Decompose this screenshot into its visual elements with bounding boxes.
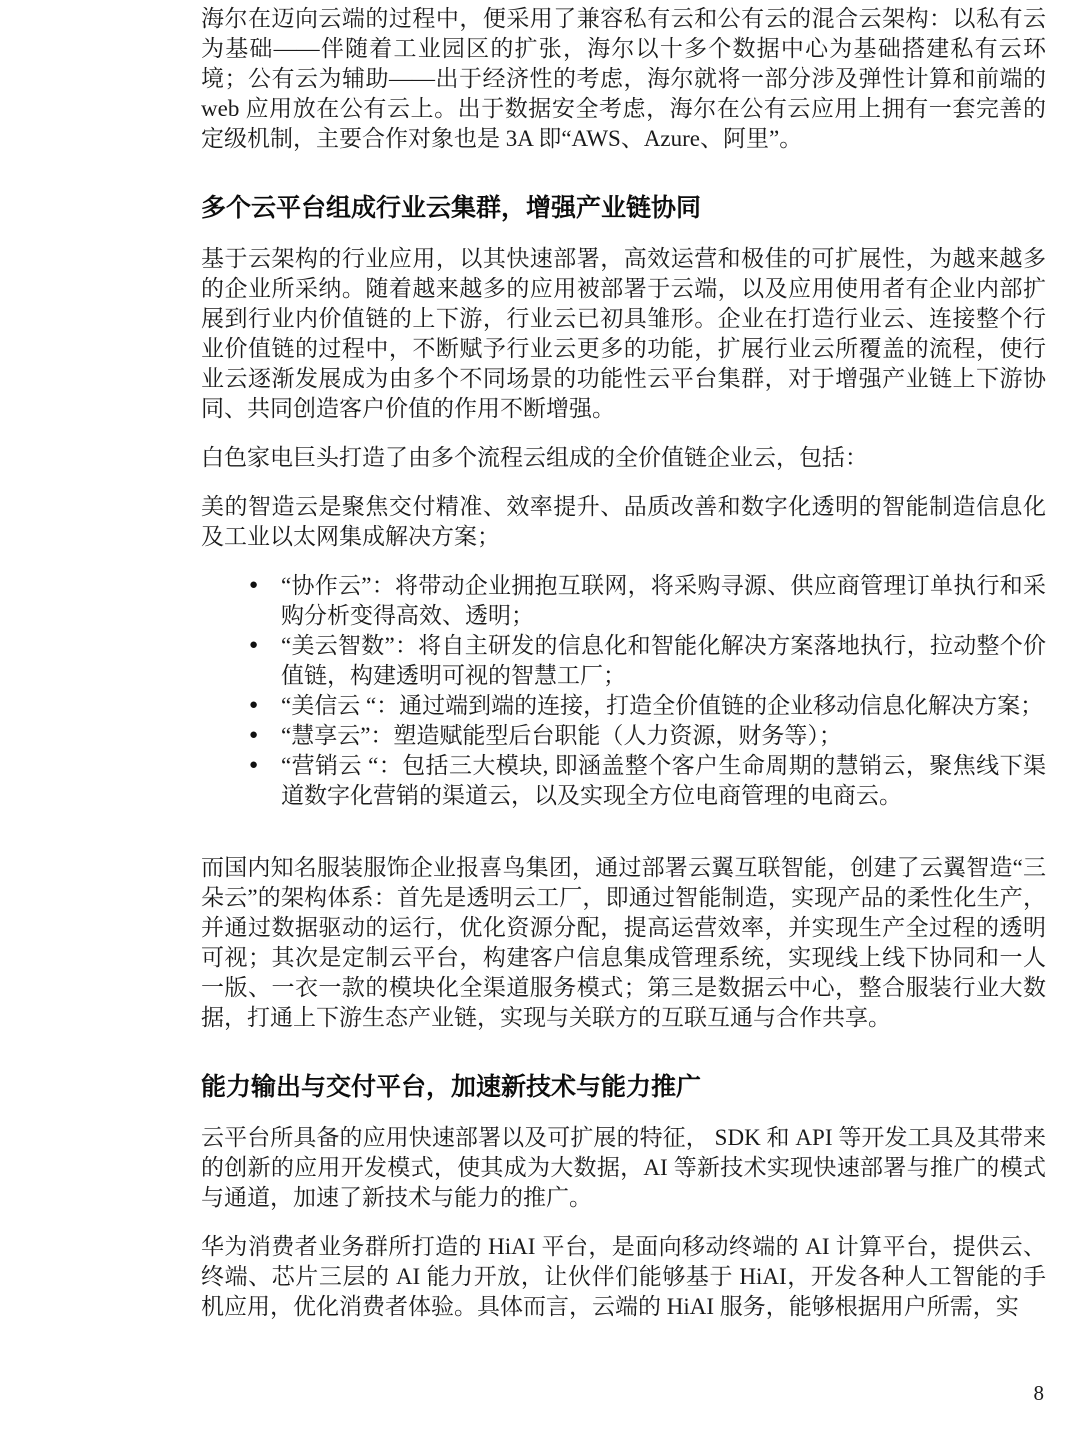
list-item (201, 571, 1046, 631)
section-heading-industry-cloud: 多个云平台组成行业云集群，增强产业链协同 (201, 194, 702, 222)
bullet-icon: ● (249, 727, 259, 743)
page-number: 8 (1033, 1381, 1044, 1405)
list-item (201, 631, 1046, 691)
cloud-bullet-list (201, 571, 1046, 811)
bullet-icon: ● (249, 697, 259, 713)
list-item (201, 691, 1046, 721)
list-item (201, 751, 1046, 811)
section-industry-cloud (201, 192, 1046, 1033)
industry-cloud-paragraph-2: 白色家电巨头打造了由多个流程云组成的全价值链企业云，包括： (201, 445, 868, 470)
bullet-icon: ● (249, 757, 259, 773)
list-item-text: “美信云 “：通过端到端的连接，打造全价值链的企业移动信息化解决方案； (281, 693, 1044, 718)
capability-paragraph-1: 云平台所具备的应用快速部署以及可扩展的特征， SDK 和 API 等开发工具及其带来的创新的应用开发模式，使其成为大数据，AI 等新技术实现快速部署与推广的模式与通道，加速了新技术与能力的推广。 (201, 1125, 1046, 1210)
section-capability-platform (201, 1071, 1046, 1322)
list-item-text: “营销云 “：包括三大模块, 即涵盖整个客户生命周期的慧销云，聚焦线下渠道数字化营销的渠道云，以及实现全方位电商管理的电商云。 (281, 753, 1046, 808)
industry-cloud-paragraph-4: 而国内知名服装服饰企业报喜鸟集团，通过部署云翼互联智能，创建了云翼智造“三朵云”的架构体系：首先是透明云工厂，即通过智能制造，实现产品的柔性化生产，并通过数据驱动的运行，优化资源分配，提高运营效率，并实现生产全过程的透明可视；其次是定制云平台，构建客户信息集成管理系统，实现线上线下协同和一人一版、一衣一款的模块化全渠道服务模式；第三是数据云中心，整合服装行业大数据，打通上下游生态产业链，实现与关联方的互联互通与合作共享。 (201, 855, 1046, 1030)
list-item-text: “协作云”：将带动企业拥抱互联网，将采购寻源、供应商管理订单执行和采购分析变得高效、透明； (281, 573, 1046, 628)
bullet-icon: ● (249, 637, 259, 653)
industry-cloud-paragraph-1: 基于云架构的行业应用，以其快速部署，高效运营和极佳的可扩展性，为越来越多的企业所采纳。随着越来越多的应用被部署于云端，以及应用使用者有企业内部扩展到行业内价值链的上下游，行业云已初具雏形。企业在打造行业云、连接整个行业价值链的过程中，不断赋予行业云更多的功能，扩展行业云所覆盖的流程，使行业云逐渐发展成为由多个不同场景的功能性云平台集群，对于增强产业链上下游协同、共同创造客户价值的作用不断增强。 (201, 246, 1046, 421)
list-item (201, 721, 1046, 751)
intro-paragraph: 海尔在迈向云端的过程中，便采用了兼容私有云和公有云的混合云架构：以私有云为基础——伴随着工业园区的扩张，海尔以十多个数据中心为基础搭建私有云环境；公有云为辅助——出于经济性的考虑，海尔就将一部分涉及弹性计算和前端的web 应用放在公有云上。出于数据安全考虑，海尔在公有云应用上拥有一套完善的定级机制，主要合作对象也是 3A 即“AWS、Azure、阿里”。 (201, 6, 1046, 151)
section-heading-capability-platform: 能力输出与交付平台，加速新技术与能力推广 (201, 1073, 702, 1101)
capability-paragraph-2: 华为消费者业务群所打造的 HiAI 平台，是面向移动终端的 AI 计算平台，提供云、终端、芯片三层的 AI 能力开放，让伙伴们能够基于 HiAI，开发各种人工智能的手机应用，优化消费者体验。具体而言，云端的 HiAI 服务，能够根据用户所需，实 (201, 1234, 1046, 1319)
list-item-text: “慧享云”：塑造赋能型后台职能（人力资源，财务等）； (281, 723, 842, 748)
bullet-icon: ● (249, 577, 259, 593)
list-item-text: “美云智数”：将自主研发的信息化和智能化解决方案落地执行，拉动整个价值链，构建透明可视的智慧工厂； (281, 633, 1046, 688)
industry-cloud-paragraph-3: 美的智造云是聚焦交付精准、效率提升、品质改善和数字化透明的智能制造信息化及工业以太网集成解决方案； (201, 494, 1046, 549)
